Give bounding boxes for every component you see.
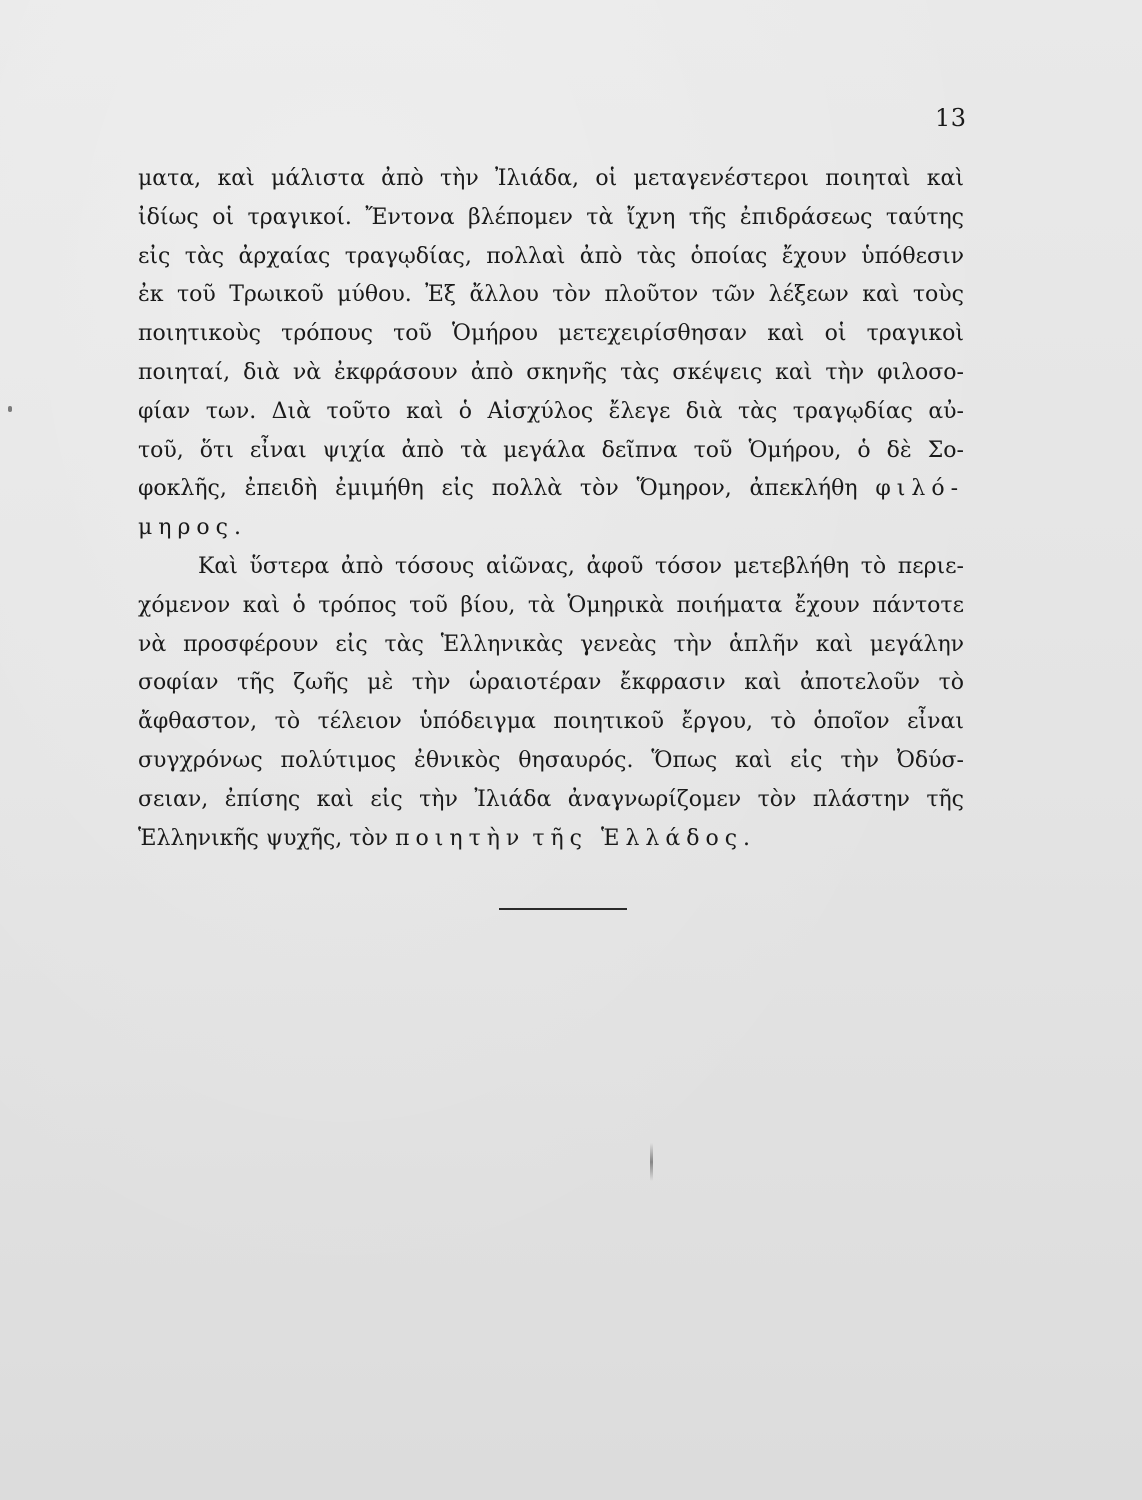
emphasized-word: φιλό- bbox=[875, 476, 964, 502]
text-line: ποιηταί, διὰ νὰ ἐκφράσουν ἀπὸ σκηνῆς τὰς σκέψεις καὶ τὴν φιλοσο- bbox=[138, 359, 964, 385]
text-line: Καὶ ὕστερα ἀπὸ τόσους αἰῶνας, ἀφοῦ τόσον μετεβλήθη τὸ περιε- bbox=[198, 553, 964, 579]
text-line: χόμενον καὶ ὁ τρόπος τοῦ βίου, τὰ Ὁμηρικὰ ποιήματα ἔχουν πάντοτε bbox=[138, 592, 964, 618]
section-divider bbox=[499, 908, 627, 910]
paragraph-1 bbox=[138, 160, 964, 548]
text-line bbox=[138, 470, 964, 509]
emphasized-word: μηρος. bbox=[138, 515, 247, 541]
text-line: φίαν των. Διὰ τοῦτο καὶ ὁ Αἰσχύλος ἔλεγε διὰ τὰς τραγῳδίας αὐ- bbox=[138, 398, 964, 424]
text-line: συγχρόνως πολύτιμος ἐθνικὸς θησαυρός. Ὅπως καὶ εἰς τὴν Ὀδύσ- bbox=[138, 747, 964, 773]
text-line: ποιητικοὺς τρόπους τοῦ Ὁμήρου μετεχειρίσθησαν καὶ οἱ τραγικοὶ bbox=[138, 321, 964, 347]
text-fragment: φοκλῆς, ἐπειδὴ ἐμιμήθη εἰς πολλὰ τὸν Ὅμηρον, ἀπεκλήθη bbox=[138, 476, 858, 502]
text-line: ἄφθαστον, τὸ τέλειον ὑπόδειγμα ποιητικοῦ ἔργου, τὸ ὁποῖον εἶναι bbox=[138, 709, 964, 735]
text-line bbox=[138, 509, 964, 548]
emphasized-word: ποιητὴν bbox=[395, 825, 526, 851]
text-line: τοῦ, ὅτι εἶναι ψιχία ἀπὸ τὰ μεγάλα δεῖπνα τοῦ Ὁμήρου, ὁ δὲ Σο- bbox=[138, 437, 964, 463]
paper-mark bbox=[8, 406, 12, 412]
text-line: νὰ προσφέρουν εἰς τὰς Ἑλληνικὰς γενεὰς τὴν ἁπλῆν καὶ μεγάλην bbox=[138, 631, 964, 657]
text-line: ἐκ τοῦ Τρωικοῦ μύθου. Ἐξ ἄλλου τὸν πλοῦτον τῶν λέξεων καὶ τοὺς bbox=[138, 282, 964, 308]
paragraph-2 bbox=[138, 548, 964, 858]
text-fragment: Ἑλληνικῆς ψυχῆς, τὸν bbox=[138, 825, 389, 851]
text-line: σοφίαν τῆς ζωῆς μὲ τὴν ὡραιοτέραν ἔκφρασιν καὶ ἀποτελοῦν τὸ bbox=[138, 670, 964, 696]
body-text bbox=[138, 160, 964, 858]
text-line: σειαν, ἐπίσης καὶ εἰς τὴν Ἰλιάδα ἀναγνωρίζομεν τὸν πλάστην τῆς bbox=[138, 786, 964, 812]
text-line: εἰς τὰς ἀρχαίας τραγῳδίας, πολλαὶ ἀπὸ τὰς ὁποίας ἔχουν ὑπόθεσιν bbox=[138, 243, 964, 269]
text-line: ἰδίως οἱ τραγικοί. Ἔντονα βλέπομεν τὰ ἴχνη τῆς ἐπιδράσεως ταύτης bbox=[138, 204, 964, 230]
text-line: ματα, καὶ μάλιστα ἀπὸ τὴν Ἰλιάδα, οἱ μεταγενέστεροι ποιηταὶ καὶ bbox=[138, 166, 964, 191]
emphasized-word: τῆς Ἑλλάδος. bbox=[532, 825, 757, 851]
paper-mark bbox=[650, 1143, 653, 1181]
text-line bbox=[138, 820, 964, 859]
page-number: 13 bbox=[935, 104, 967, 132]
